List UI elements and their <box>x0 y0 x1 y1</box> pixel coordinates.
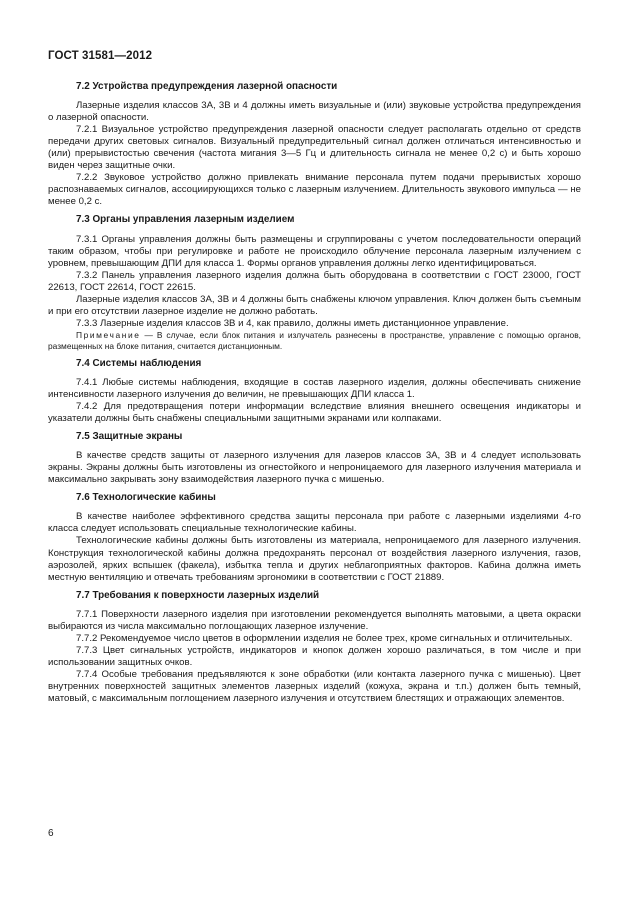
section <box>48 590 581 705</box>
paragraph: Лазерные изделия классов 3А, 3В и 4 должны быть снабжены ключом управления. Ключ должен быть съемным и при его отсутствии лазерное изделие не должно работать. <box>48 293 581 317</box>
document-header: ГОСТ 31581—2012 <box>48 50 153 62</box>
section <box>48 214 581 351</box>
section-title: 7.7 Требования к поверхности лазерных изделий <box>76 589 320 601</box>
document-body <box>48 81 581 711</box>
section-title: 7.6 Технологические кабины <box>76 492 216 504</box>
paragraph: 7.7.1 Поверхности лазерного изделия при изготовлении рекомендуется выполнять матовыми, а цвета окраски выбираются из числа максимально поглощающих лазерное излучение. <box>48 608 581 632</box>
section-title: 7.4 Системы наблюдения <box>76 357 202 369</box>
paragraph: В качестве наиболее эффективного средства защиты персонала при работе с лазерными изделиями 4-го класса следует использовать специальные технологические кабины. <box>48 511 581 535</box>
section-title: 7.2 Устройства предупреждения лазерной опасности <box>76 81 338 92</box>
paragraph: 7.2.1 Визуальное устройство предупреждения лазерной опасности следует располагать отдельно от средств передачи других световых сигналов. Визуальный предупредительный сигнал должен отличаться интенсивностью и (или) прерывистостью свечения (частота мигания 3—5 Гц и длительность сигнала не менее 0,2 с) и быть хорошо виден через защитные очки. <box>48 124 581 172</box>
note-label: Примечание <box>76 329 141 340</box>
paragraph: 7.2.2 Звуковое устройство должно привлекать внимание персонала путем подачи прерывистых хорошо распознаваемых сигналов, ассоциирующихся только с лазерным излучением. Длительность звукового импульса — не менее 0,2 с. <box>48 172 581 208</box>
paragraph: 7.7.4 Особые требования предъявляются к зоне обработки (или контакта лазерного пучка с мишенью). Цвет внутренних поверхностей защитных элементов лазерных изделий (кожуха, экрана и т.п.) должен быть темный, матовый, с максимальным поглощением лазерного излучения и отсутствием блестящих и отражающих элементов. <box>48 668 581 705</box>
paragraph: Технологические кабины должны быть изготовлены из материала, непроницаемого для лазерного излучения. Конструкция технологической кабины должна предохранять персонал от воздействия лазерного излучения, газов, аэрозолей, ярких вспышек (факела), избытка тепла и других неблагоприятных факторов. Кабина должна иметь местную вентиляцию и отвечать требованиям эргономики в соответствии с ГОСТ 21889. <box>48 535 581 583</box>
section-title: 7.5 Защитные экраны <box>76 431 183 443</box>
page-number: 6 <box>48 828 54 839</box>
paragraph: 7.7.2 Рекомендуемое число цветов в оформлении изделия не более трех, кроме сигнальных и отличительных. <box>76 632 573 644</box>
paragraph: 7.7.3 Цвет сигнальных устройств, индикаторов и кнопок должен хорошо различаться, в том числе и при использовании защитных очков. <box>48 644 581 668</box>
section <box>48 358 581 425</box>
note-text: — В случае, если блок питания и излучатель разнесены в пространстве, управление с помощью органов, размещенных на блоке питания, считается дистанционным. <box>48 329 581 351</box>
paragraph: 7.3.3 Лазерные изделия классов 3В и 4, как правило, должны иметь дистанционное управление. <box>76 317 509 329</box>
paragraph: 7.3.2 Панель управления лазерного изделия должна быть оборудована в соответствии с ГОСТ 23000, ГОСТ 22613, ГОСТ 22614, ГОСТ 22615. <box>48 269 581 293</box>
paragraph: 7.4.1 Любые системы наблюдения, входящие в состав лазерного изделия, должны обеспечивать снижение интенсивности лазерного излучения до величин, не превышающих ДПИ класса 1. <box>48 376 581 400</box>
paragraph: В качестве средств защиты от лазерного излучения для лазеров классов 3А, 3В и 4 следует использовать экраны. Экраны должны быть изготовлены из огнестойкого и непроницаемого для лазерного излучения материала и максимально закрывать зону взаимодействия лазерного пучка с мишенью. <box>48 450 581 486</box>
paragraph: 7.3.1 Органы управления должны быть размещены и сгруппированы с учетом последовательности операций таким образом, чтобы при регулировке и работе не происходило облучение персонала лазерным излучением с уровнем, превышающим ДПИ для класса 1. Формы органов управления должны легко идентифицироваться. <box>48 233 581 269</box>
section <box>48 492 581 583</box>
section-title: 7.3 Органы управления лазерным изделием <box>76 214 295 226</box>
paragraph: 7.4.2 Для предотвращения потери информации вследствие влияния внешнего освещения индикаторы и указатели должны быть снабжены специальными защитными экранами или колпаками. <box>48 401 581 425</box>
section <box>48 81 581 208</box>
section <box>48 431 581 486</box>
note <box>48 330 581 352</box>
paragraph: Лазерные изделия классов 3А, 3В и 4 должны иметь визуальные и (или) звуковые устройства предупреждения о лазерной опасности. <box>48 100 581 124</box>
